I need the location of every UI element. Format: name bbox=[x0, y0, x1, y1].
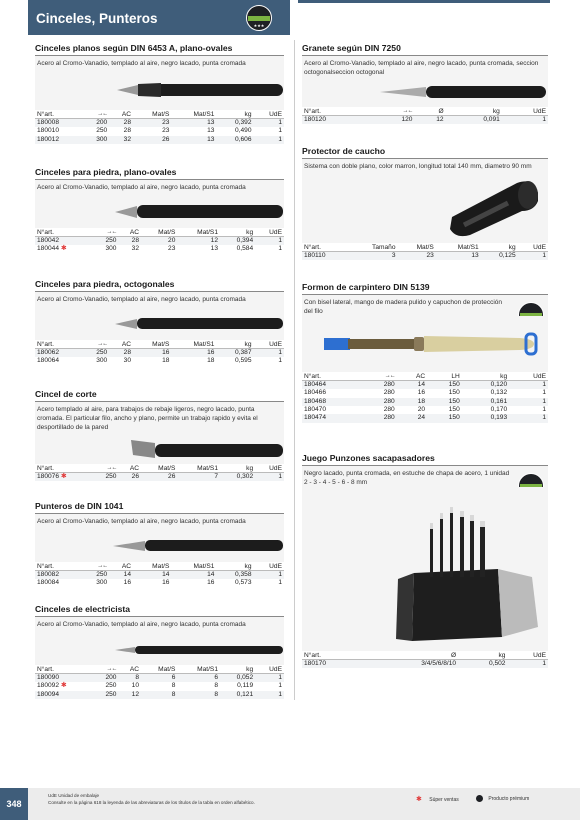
product-table bbox=[35, 340, 284, 366]
pin-punch-set-icon bbox=[302, 487, 548, 651]
col-header: Mat/S bbox=[141, 665, 177, 674]
col-header: Mat/S bbox=[133, 340, 171, 349]
premium-badge-icon bbox=[476, 795, 483, 802]
col-header: UdE bbox=[254, 110, 284, 119]
product-table bbox=[35, 464, 284, 481]
col-header: Mat/S bbox=[398, 243, 436, 252]
super-ventas-star-icon: ✱ bbox=[60, 682, 67, 690]
col-header: Mat/S bbox=[133, 110, 171, 119]
center-punch-icon bbox=[302, 77, 548, 107]
section-description: Acero al Cromo-Vanadio, templado al aire, negro lacado, punta cromada bbox=[35, 292, 284, 304]
cutting-chisel-icon bbox=[35, 432, 284, 464]
section-title: Punteros de DIN 1041 bbox=[35, 501, 284, 514]
col-header: kg bbox=[446, 107, 502, 116]
footer-note-ude: UdE Unidad de embalaje bbox=[48, 793, 100, 798]
section-cinceles-piedra-octogonales bbox=[35, 279, 284, 366]
footer-note-legend: Consulte en la página 618 la leyenda de las abreviaturas de los títulos de la tabla en orden alfabético. bbox=[48, 800, 255, 805]
col-header: Mat/S1 bbox=[171, 110, 216, 119]
col-header: UdE bbox=[518, 243, 548, 252]
page-number: 348 bbox=[0, 788, 28, 820]
length-arrow-icon: →← bbox=[373, 107, 414, 116]
length-arrow-icon: →← bbox=[93, 665, 119, 674]
table-row: 180110 3 23 13 0,125 1 bbox=[304, 252, 546, 260]
col-header: AC bbox=[397, 372, 427, 381]
col-header: Ø bbox=[414, 107, 445, 116]
section-title: Cincel de corte bbox=[35, 389, 284, 402]
col-header: N°art. bbox=[35, 110, 82, 119]
product-table bbox=[302, 372, 548, 423]
column-divider bbox=[294, 40, 295, 700]
col-header: Mat/S1 bbox=[171, 562, 216, 571]
octagonal-chisel-icon bbox=[35, 304, 284, 340]
length-arrow-icon: →← bbox=[82, 110, 109, 119]
product-image bbox=[302, 77, 548, 107]
section-description: Negro lacado, punta cromada, en estuche de chapa de acero, 1 unidad 2 - 3 - 4 - 5 - 6 - 8 mm bbox=[302, 466, 548, 487]
col-header: kg bbox=[220, 464, 255, 473]
table-row: 180064 300 30 18 18 0,595 1 bbox=[37, 357, 282, 365]
col-header: N°art. bbox=[35, 228, 93, 237]
legend-label: Producto prémium bbox=[488, 795, 530, 802]
product-image bbox=[35, 192, 284, 228]
table-row: 180094 250 12 8 8 0,121 1 bbox=[37, 690, 282, 698]
legend-premium bbox=[476, 795, 529, 802]
length-arrow-icon: →← bbox=[82, 340, 109, 349]
col-header: N°art. bbox=[35, 562, 82, 571]
length-arrow-icon: →← bbox=[362, 372, 397, 381]
col-header: UdE bbox=[254, 340, 284, 349]
section-description: Con bisel lateral, mango de madera pulido y capuchon de protección del filo bbox=[302, 295, 548, 316]
col-header: UdE bbox=[502, 107, 548, 116]
section-description: Acero al Cromo-Vanadio, templado al aire, negro lacado, punta cromada bbox=[35, 180, 284, 192]
super-ventas-star-icon: ✱ bbox=[416, 796, 422, 803]
col-header: kg bbox=[462, 372, 509, 381]
col-header: N°art. bbox=[302, 372, 362, 381]
col-header: LH bbox=[427, 372, 462, 381]
section-title: Cinceles para piedra, octogonales bbox=[35, 279, 284, 292]
col-header: UdE bbox=[509, 372, 548, 381]
col-header: N°art. bbox=[302, 243, 348, 252]
product-table bbox=[35, 562, 284, 588]
product-image bbox=[35, 526, 284, 562]
legend-label: Súper ventas bbox=[429, 797, 459, 803]
col-header: UdE bbox=[255, 665, 284, 674]
product-table bbox=[35, 665, 284, 699]
col-header: AC bbox=[118, 228, 141, 237]
col-header: kg bbox=[216, 340, 253, 349]
col-header: kg bbox=[216, 110, 253, 119]
section-description: Acero al Cromo-Vanadio, templado al aire, negro lacado, punta cromada, seccion octogonalseccion octogonal bbox=[302, 56, 548, 77]
product-image bbox=[35, 432, 284, 464]
product-table bbox=[302, 243, 548, 260]
section-cinceles-planos bbox=[35, 43, 284, 144]
col-header: UdE bbox=[254, 562, 284, 571]
super-ventas-star-icon: ✱ bbox=[60, 245, 67, 253]
table-row: 180470 280 20 150 0,170 1 bbox=[304, 405, 546, 413]
col-header: kg bbox=[216, 562, 253, 571]
col-header: Mat/S bbox=[133, 562, 171, 571]
col-header: AC bbox=[109, 110, 133, 119]
col-header: AC bbox=[118, 665, 141, 674]
section-title: Granete según DIN 7250 bbox=[302, 43, 548, 56]
product-table bbox=[302, 651, 548, 668]
table-row: 180120 120 12 0,091 1 bbox=[304, 116, 546, 124]
section-formon-carpintero bbox=[302, 282, 548, 423]
col-header: N°art. bbox=[35, 665, 93, 674]
table-row: 180090 200 8 6 6 0,052 1 bbox=[37, 674, 282, 682]
section-title: Juego Punzones sacapasadores bbox=[302, 453, 548, 466]
product-table bbox=[35, 110, 284, 144]
table-row: 180010 250 28 23 13 0,490 1 bbox=[37, 127, 282, 135]
table-row: 180042 250 28 20 12 0,394 1 bbox=[37, 237, 282, 245]
section-description: Sistema con doble plano, color marron, longitud total 140 mm, diametro 90 mm bbox=[302, 159, 548, 171]
table-row: 180092 ✱ 250 10 8 8 0,119 1 bbox=[37, 682, 282, 690]
table-row: 180464 280 14 150 0,120 1 bbox=[304, 381, 546, 389]
col-header: kg bbox=[458, 651, 507, 660]
electrician-chisel-icon bbox=[35, 629, 284, 665]
product-table bbox=[35, 228, 284, 254]
stone-chisel-icon bbox=[35, 192, 284, 228]
col-header: Mat/S1 bbox=[177, 464, 220, 473]
table-row: 180076 ✱ 250 26 26 7 0,302 1 bbox=[37, 473, 282, 481]
product-image bbox=[35, 629, 284, 665]
section-title: Cinceles para piedra, plano-ovales bbox=[35, 167, 284, 180]
flat-chisel-icon bbox=[35, 68, 284, 110]
col-header: N°art. bbox=[302, 651, 365, 660]
section-punteros-din-1041 bbox=[35, 501, 284, 588]
col-header: UdE bbox=[507, 651, 548, 660]
col-header: kg bbox=[220, 228, 255, 237]
product-image bbox=[302, 171, 548, 243]
col-header: AC bbox=[109, 340, 133, 349]
section-title: Protector de caucho bbox=[302, 146, 548, 159]
section-description: Acero templado al aire, para trabajos de rebaje ligeros, negro lacado, punta cromada. El particular filo, ancho y plano, permite un trabajo rapido y evita el desportillado de la pared bbox=[35, 402, 284, 432]
col-header: N°art. bbox=[35, 464, 93, 473]
premium-badge-icon: ★★★ bbox=[246, 5, 272, 31]
section-description: Acero al Cromo-Vanadio, templado al aire, negro lacado, punta cromada bbox=[35, 56, 284, 68]
length-arrow-icon: →← bbox=[93, 464, 119, 473]
product-table bbox=[302, 107, 548, 124]
table-row: 180468 280 18 150 0,161 1 bbox=[304, 397, 546, 405]
section-granete-din-7250 bbox=[302, 43, 548, 124]
wood-chisel-icon bbox=[302, 316, 548, 372]
section-title: Cinceles de electricista bbox=[35, 604, 284, 617]
section-title: Formon de carpintero DIN 5139 bbox=[302, 282, 548, 295]
section-description: Acero al Cromo-Vanadio, templado al aire, negro lacado, punta cromada bbox=[35, 617, 284, 629]
section-description: Acero al Cromo-Vanadio, templado al aire, negro lacado, punta cromada bbox=[35, 514, 284, 526]
product-image bbox=[35, 68, 284, 110]
col-header: Ø bbox=[365, 651, 458, 660]
table-row: 180062 250 28 16 16 0,387 1 bbox=[37, 349, 282, 357]
col-header: kg bbox=[220, 665, 255, 674]
col-header: N°art. bbox=[302, 107, 373, 116]
col-header: AC bbox=[109, 562, 133, 571]
col-header: Mat/S bbox=[141, 464, 177, 473]
footer-notes bbox=[48, 792, 255, 806]
page-title: Cinceles, Punteros bbox=[36, 11, 158, 26]
product-image bbox=[302, 487, 548, 651]
table-row: 180082 250 14 14 14 0,358 1 bbox=[37, 571, 282, 579]
table-row: 180008 200 28 23 13 0,392 1 bbox=[37, 119, 282, 127]
section-juego-punzones bbox=[302, 453, 548, 668]
col-header: Mat/S bbox=[141, 228, 177, 237]
section-cincel-corte bbox=[35, 389, 284, 481]
pointed-chisel-icon bbox=[35, 526, 284, 562]
super-ventas-star-icon: ✱ bbox=[60, 473, 67, 481]
col-header: AC bbox=[118, 464, 141, 473]
section-cinceles-electricista bbox=[35, 604, 284, 699]
table-row: 180084 300 16 16 16 0,573 1 bbox=[37, 579, 282, 587]
page-header bbox=[28, 0, 290, 35]
rubber-guard-icon bbox=[302, 171, 548, 243]
legend-super-ventas bbox=[416, 795, 459, 803]
col-header: Mat/S1 bbox=[436, 243, 481, 252]
section-title: Cinceles planos según DIN 6453 A, plano-ovales bbox=[35, 43, 284, 56]
col-header: kg bbox=[481, 243, 518, 252]
table-row: 180474 280 24 150 0,193 1 bbox=[304, 414, 546, 422]
table-row: 180044 ✱ 300 32 23 13 0,584 1 bbox=[37, 245, 282, 253]
section-cinceles-piedra-plano bbox=[35, 167, 284, 254]
product-image bbox=[35, 304, 284, 340]
product-image bbox=[302, 316, 548, 372]
col-header: Tamaño bbox=[348, 243, 398, 252]
length-arrow-icon: →← bbox=[93, 228, 119, 237]
col-header: Mat/S1 bbox=[171, 340, 216, 349]
length-arrow-icon: →← bbox=[82, 562, 109, 571]
header-rule bbox=[298, 0, 550, 3]
col-header: UdE bbox=[255, 464, 284, 473]
table-row: 180170 3/4/5/6/8/10 0,502 1 bbox=[304, 660, 546, 668]
col-header: UdE bbox=[255, 228, 284, 237]
col-header: N°art. bbox=[35, 340, 82, 349]
section-protector-caucho bbox=[302, 146, 548, 260]
col-header: Mat/S1 bbox=[177, 665, 220, 674]
col-header: Mat/S1 bbox=[177, 228, 220, 237]
table-row: 180012 300 32 26 13 0,606 1 bbox=[37, 135, 282, 143]
table-row: 180466 280 16 150 0,132 1 bbox=[304, 389, 546, 397]
